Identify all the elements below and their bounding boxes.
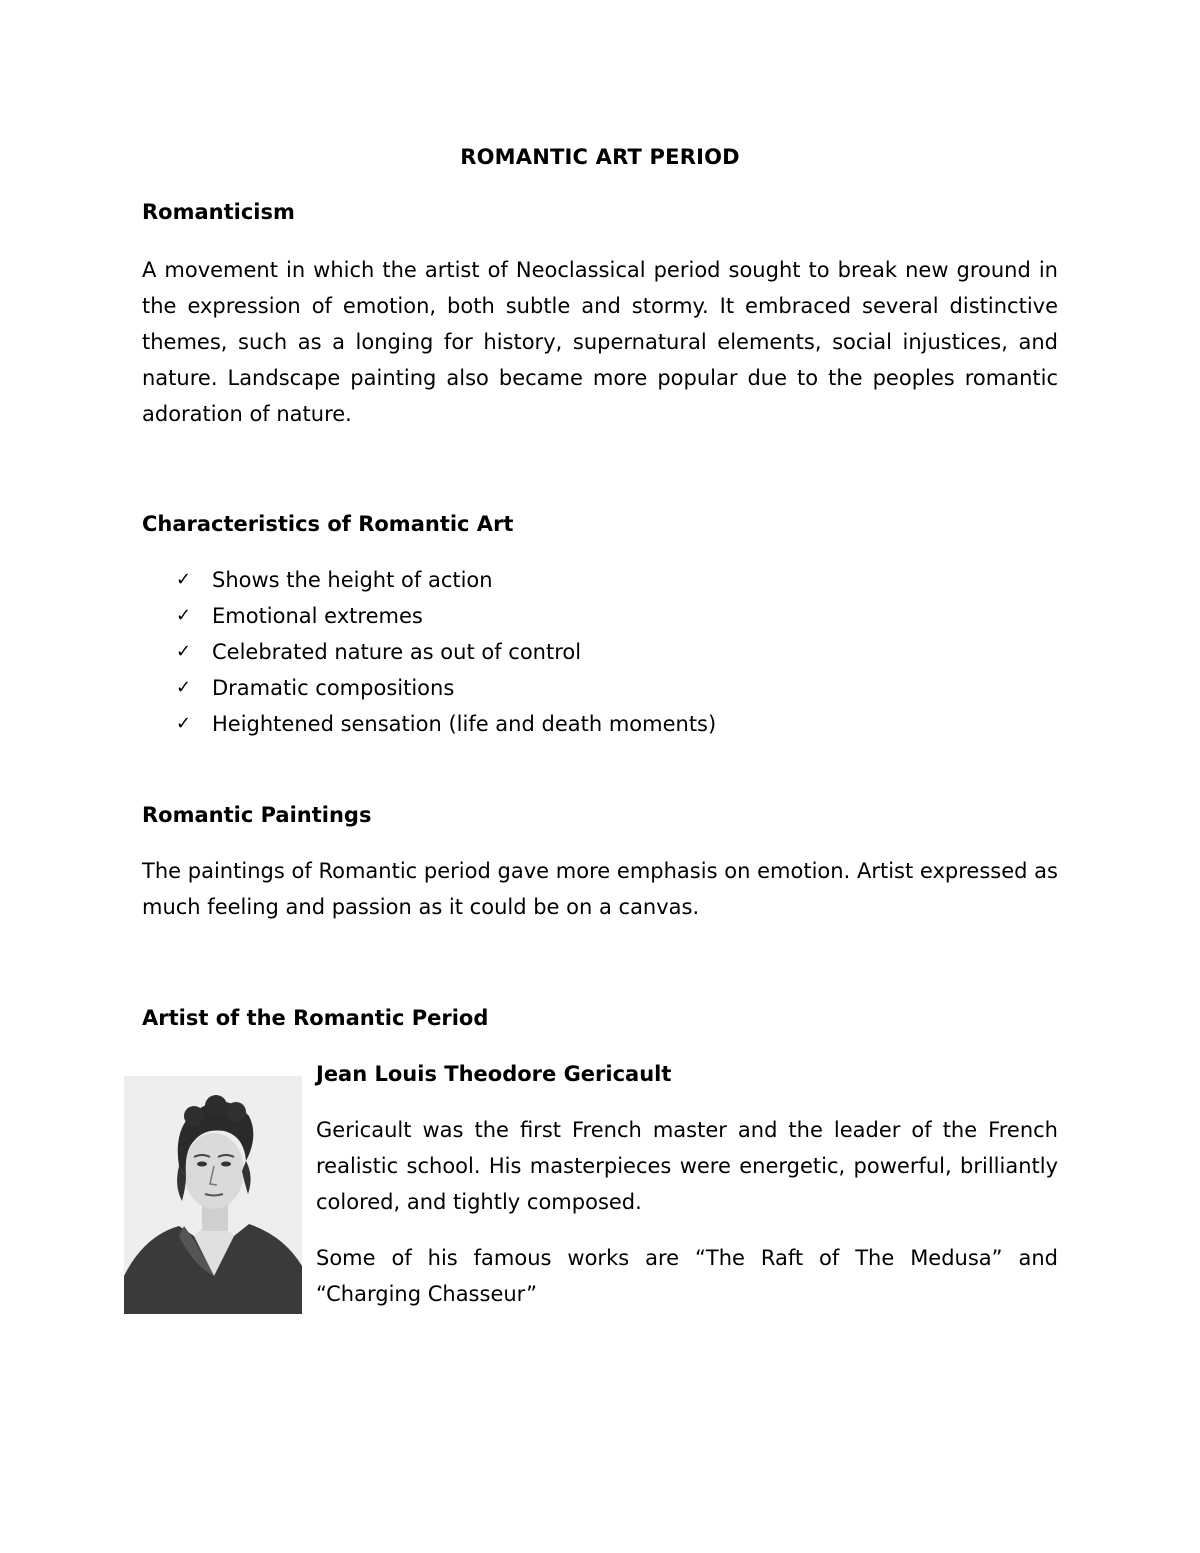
list-item: [176, 598, 716, 634]
characteristics-heading: Characteristics of Romantic Art: [142, 512, 514, 536]
list-item: [176, 634, 716, 670]
portrait-image: [124, 1076, 302, 1314]
artist-works: Some of his famous works are “The Raft of The Medusa” and “Charging Chasseur”: [316, 1246, 1058, 1306]
list-item-label: Celebrated nature as out of control: [212, 640, 582, 664]
artist-bio: Gericault was the first French master and the leader of the French realistic school. His masterpieces were energetic, powerful, brilliantly colored, and tightly composed.: [316, 1118, 1058, 1214]
check-icon: ✓: [176, 569, 192, 590]
list-item-label: Emotional extremes: [212, 604, 423, 628]
list-item: [176, 706, 716, 742]
romanticism-heading: Romanticism: [142, 200, 295, 224]
artist-name: Jean Louis Theodore Gericault: [316, 1062, 672, 1086]
page-title: ROMANTIC ART PERIOD: [460, 145, 740, 169]
artists-heading: Artist of the Romantic Period: [142, 1006, 489, 1030]
check-icon: ✓: [176, 713, 192, 734]
paintings-heading: Romantic Paintings: [142, 803, 372, 827]
list-item-label: Shows the height of action: [212, 568, 493, 592]
romanticism-paragraph: A movement in which the artist of Neoclassical period sought to break new ground in the expression of emotion, both subtle and stormy. It embraced several distinctive themes, such as a longing for history, supernatural elements, social injustices, and nature. Landscape painting also became more popular due to the peoples romantic adoration of nature.: [142, 258, 1058, 426]
paintings-paragraph: The paintings of Romantic period gave more emphasis on emotion. Artist expressed as much feeling and passion as it could be on a canvas.: [142, 859, 1058, 919]
list-item: [176, 562, 716, 598]
characteristics-list: [176, 562, 716, 742]
list-item: [176, 670, 716, 706]
check-icon: ✓: [176, 641, 192, 662]
list-item-label: Heightened sensation (life and death moments): [212, 712, 717, 736]
check-icon: ✓: [176, 677, 192, 698]
list-item-label: Dramatic compositions: [212, 676, 455, 700]
check-icon: ✓: [176, 605, 192, 626]
